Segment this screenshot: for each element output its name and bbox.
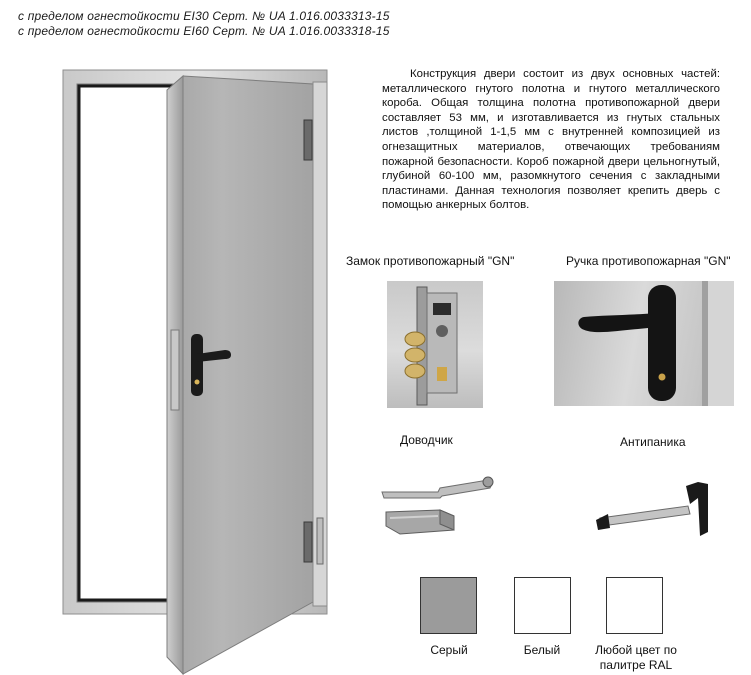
certificate-ei60: с пределом огнестойкости EI60 Серт. № UA 1.016.0033318-15 [18,24,390,38]
lock-caption: Замок противопожарный "GN" [346,254,515,268]
color-swatch-white[interactable] [514,577,571,634]
construction-description: Конструкция двери состоит из двух основных частей: металлического гнутого полотна и гнутого металлического короба. Общая толщина полотна противопожарной двери составляет 53 мм, и изготавливается из гнутых стальных листов ,толщиной 1-1,5 мм с внутренней композицией из огнезащитных материалов, отвечающих требованиям пожарной безопасности. Короб пожарной двери цельногнутый, глубиной 60-100 мм, разомкнутого сечения с закладными пластинами. Данная технология позволяет крепить дверь с помощью анкерных болтов. [382,68,720,212]
antipanic-caption: Антипаника [620,435,686,449]
lock-photo [387,281,483,408]
antipanic-bar-image [590,478,715,540]
handle-photo [554,281,734,406]
closer-caption: Доводчик [400,433,453,447]
color-label-grey: Серый [430,643,468,657]
handle-caption: Ручка противопожарная "GN" [566,254,731,268]
certificate-ei30: с пределом огнестойкости EI30 Серт. № UA 1.016.0033313-15 [18,9,390,23]
color-label-white: Белый [523,643,561,657]
color-swatch-grey[interactable] [420,577,477,634]
door-closer-image [380,470,500,540]
fire-door-image [55,62,345,675]
color-label-ral: Любой цвет по палитре RAL [595,643,677,672]
color-swatch-ral[interactable] [606,577,663,634]
